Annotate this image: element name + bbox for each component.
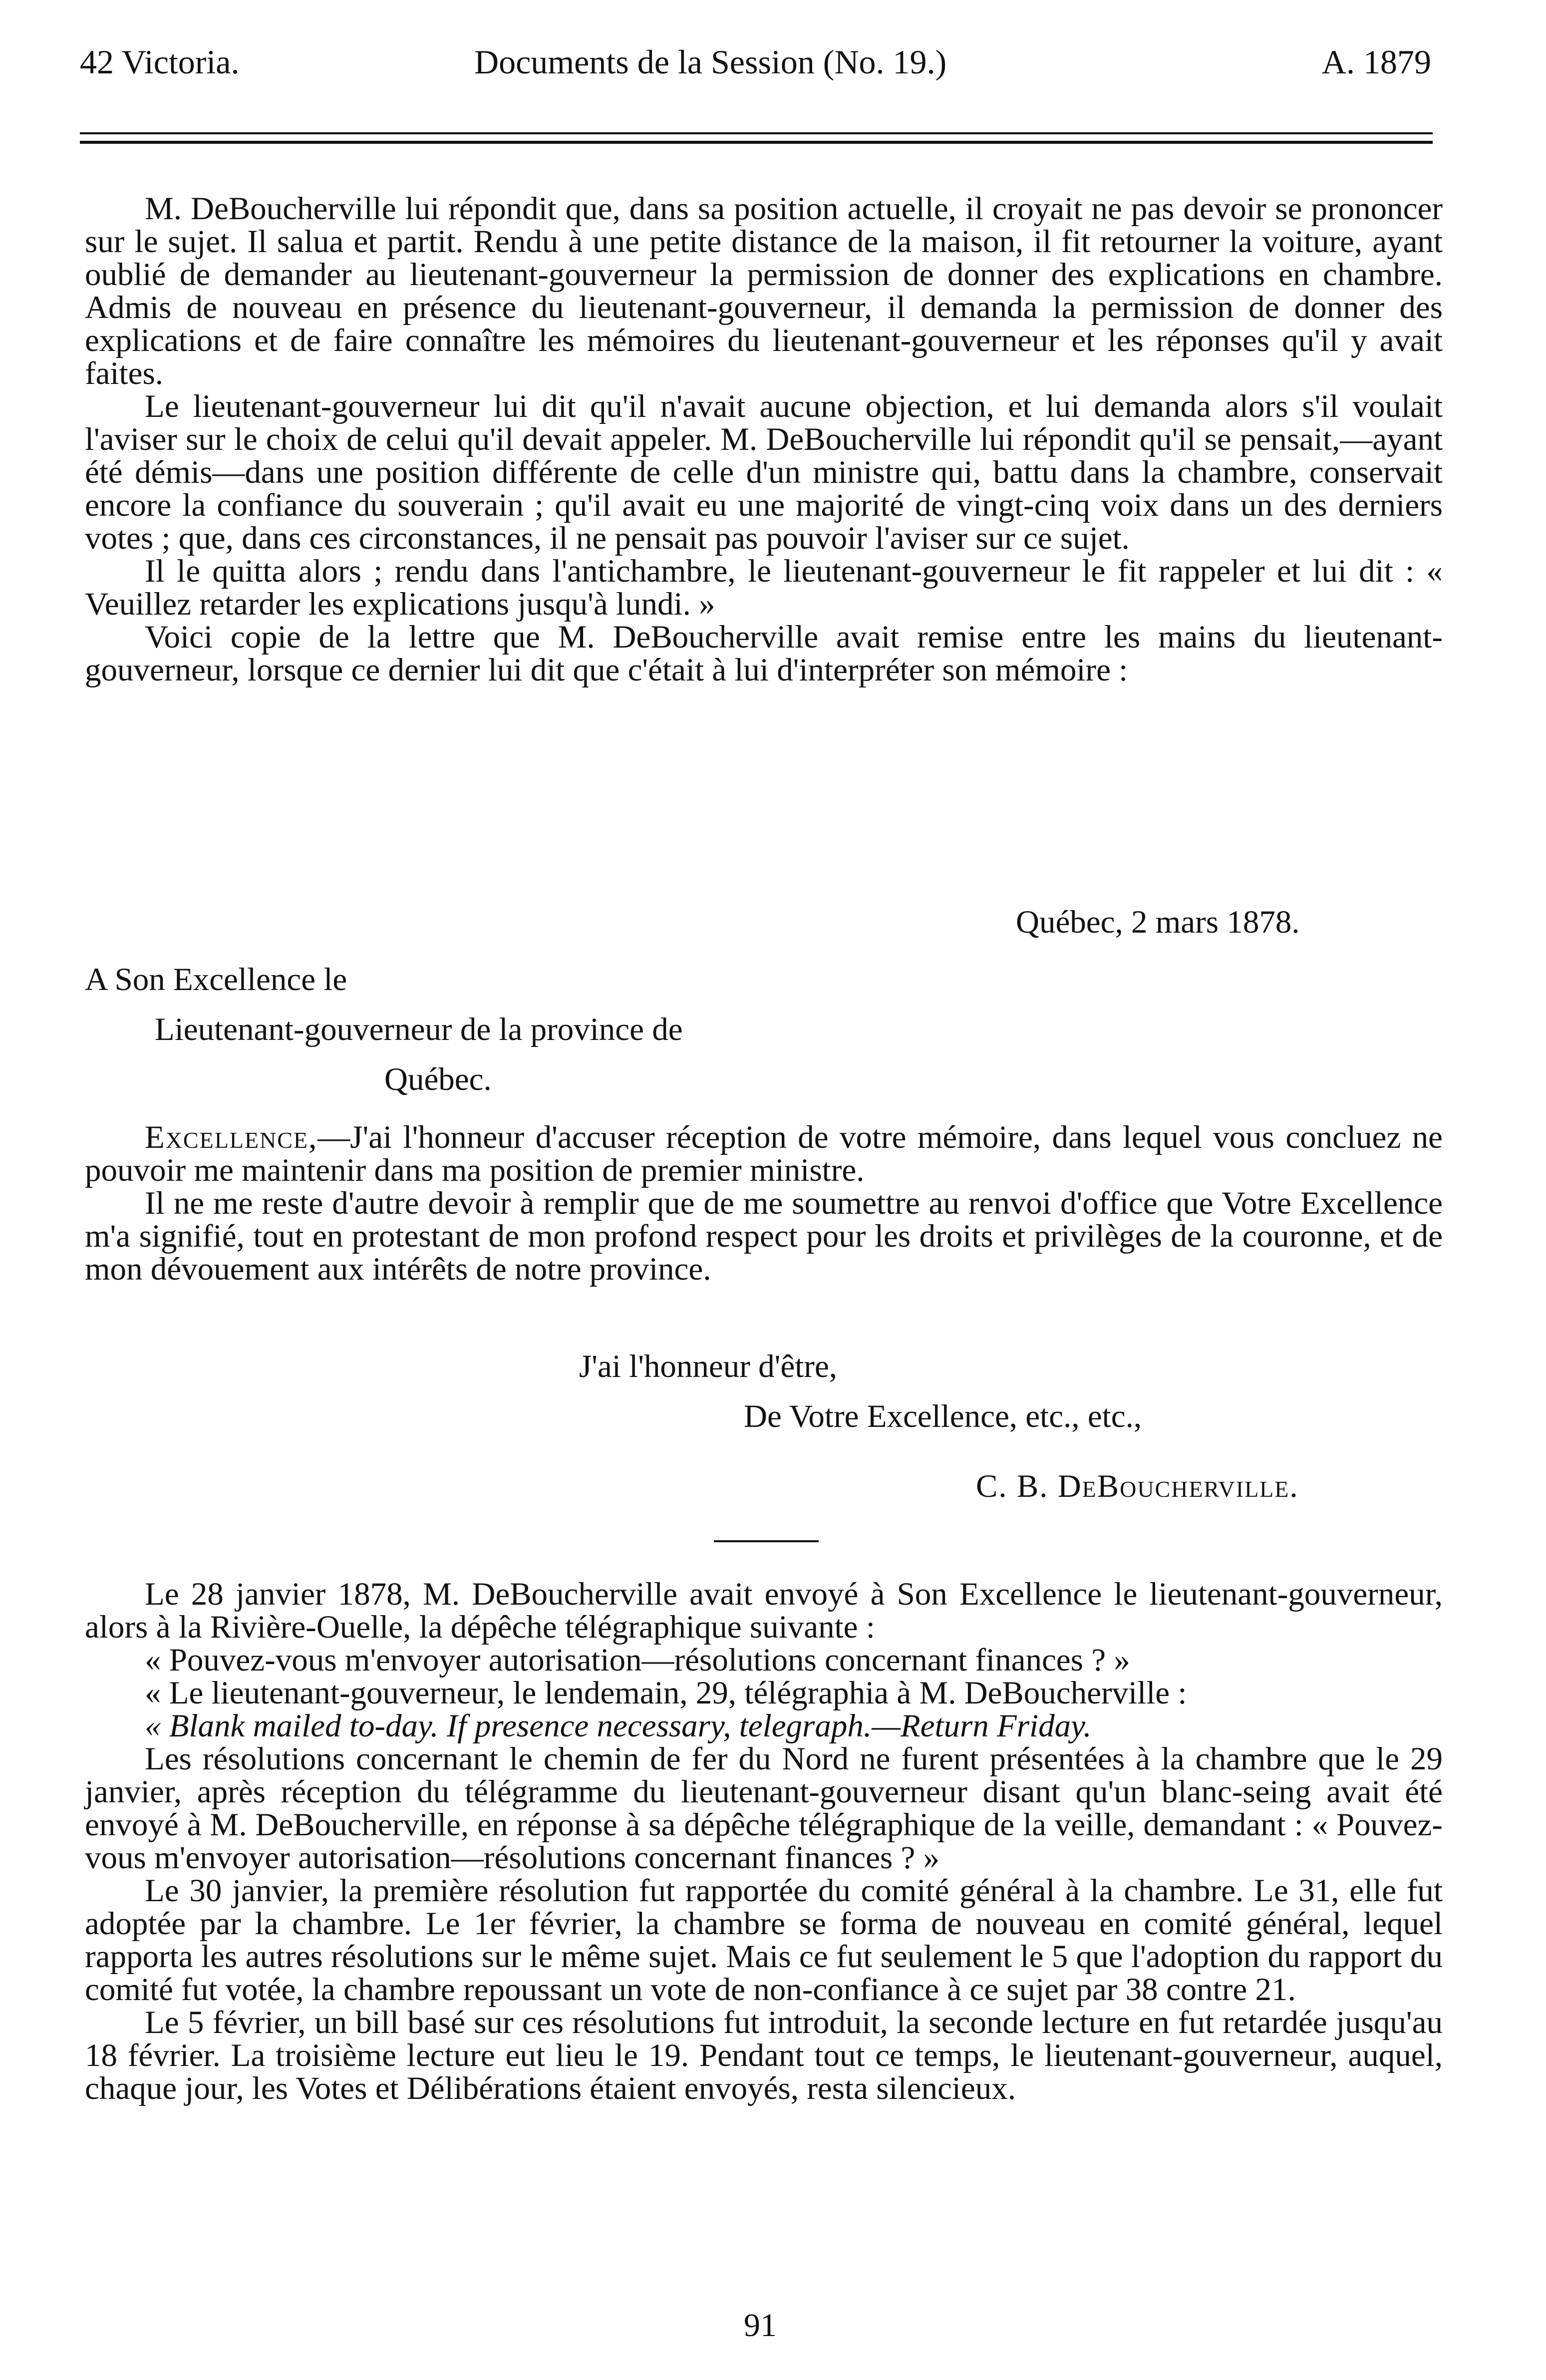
paragraph: « Pouvez-vous m'envoyer autorisation—résolutions concernant finances ? » [145, 1642, 1130, 1678]
letter-closing: De Votre Excellence, etc., etc., [744, 1398, 1142, 1434]
page-number: 91 [744, 2307, 777, 2344]
telegram-quote: « Blank mailed to-day. If presence necessary, telegraph.—Return Friday. [145, 1708, 1092, 1744]
paragraph: Le lieutenant-gouverneur lui dit qu'il n'avait aucune objection, et lui demanda alors s'il voulait l'aviser sur le choix de celui qu'il devait appeler. M. DeBoucherville lui répondit qu'il se pensait,—ayant été démis—dans une position différente de celle d'un ministre qui, battu dans la chambre, conservait encore la confiance du souverain ; qu'il avait eu une majorité de vingt-cinq voix dans un des derniers votes ; que, dans ces circonstances, il ne pensait pas pouvoir l'aviser sur ce sujet. [85, 388, 1443, 556]
paragraph: Le 28 janvier 1878, M. DeBoucherville avait envoyé à Son Excellence le lieutenant-gouverneur, alors à la Rivière-Ouelle, la dépêche télégraphique suivante : [85, 1576, 1443, 1645]
running-header [80, 42, 1431, 87]
letter-dateline: Québec, 2 mars 1878. [1016, 904, 1300, 940]
paragraph: Voici copie de la lettre que M. DeBoucherville avait remise entre les mains du lieutenant-gouverneur, lorsque ce dernier lui dit que c'était à lui d'interpréter son mémoire : [85, 619, 1443, 688]
letter-body-text: —J'ai l'honneur d'accuser réception de votre mémoire, dans lequel vous concluez ne pouvoir me maintenir dans ma position de premier ministre. [85, 1119, 1443, 1188]
header-rule-thick [80, 141, 1433, 144]
header-rule-thin [80, 132, 1433, 134]
letter-address-line: Québec. [384, 1061, 492, 1097]
letter-signature: C. B. DeBoucherville. [976, 1468, 1299, 1504]
paragraph: Le 5 février, un bill basé sur ces résolutions fut introduit, la seconde lecture en fut retardée jusqu'au 18 février. La troisième lecture eut lieu le 19. Pendant tout ce temps, le lieutenant-gouverneur, auquel, chaque jour, les Votes et Délibérations étaient envoyés, resta silencieux. [85, 2005, 1443, 2106]
paragraph: Il le quitta alors ; rendu dans l'antichambre, le lieutenant-gouverneur le fit rappeler et lui dit : « Veuillez retarder les explications jusqu'à lundi. » [85, 553, 1443, 622]
paragraph: Le 30 janvier, la première résolution fut rapportée du comité général à la chambre. Le 31, elle fut adoptée par la chambre. Le 1er février, la chambre se forma de nouveau en comité général, lequel rapporta les autres résolutions sur le même sujet. Mais ce fut seulement le 5 que l'adoption du rapport du comité fut votée, la chambre repoussant un vote de non-confiance à ce sujet par 38 contre 21. [85, 1873, 1443, 2008]
opening-section [85, 192, 1443, 686]
closing-section [85, 1578, 1443, 2105]
header-year: A. 1879 [1321, 43, 1431, 81]
header-session-year: 42 Victoria. [80, 43, 240, 81]
paragraph: M. DeBoucherville lui répondit que, dans sa position actuelle, il croyait ne pas devoir se prononcer sur le sujet. Il salua et partit. Rendu à une petite distance de la maison, il fit retourner la voiture, ayant oublié de demander au lieutenant-gouverneur la permission de donner des explications en chambre. Admis de nouveau en présence du lieutenant-gouverneur, il demanda la permission de donner des explications et de faire connaître les mémoires du lieutenant-gouverneur et les réponses qu'il y avait faites. [85, 191, 1443, 391]
letter-body [85, 1121, 1443, 1286]
letter-paragraph [85, 1121, 1443, 1187]
header-document-title: Documents de la Session (No. 19.) [474, 43, 947, 81]
letter-address-line: Lieutenant-gouverneur de la province de [155, 1012, 683, 1047]
letter-paragraph: Il ne me reste d'autre devoir à remplir que de me soumettre au renvoi d'office que Votre Excellence m'a signifié, tout en protestant de mon profond respect pour les droits et privilèges de la couronne, et de mon dévouement aux intérêts de notre province. [85, 1185, 1443, 1287]
paragraph: Les résolutions concernant le chemin de fer du Nord ne furent présentées à la chambre que le 29 janvier, après réception du télégramme du lieutenant-gouverneur disant qu'un blanc-seing avait été envoyé à M. DeBoucherville, en réponse à sa dépêche télégraphique de la veille, demandant : « Pouvez-vous m'envoyer autorisation—résolutions concernant finances ? » [85, 1741, 1443, 1876]
paragraph: « Le lieutenant-gouverneur, le lendemain, 29, télégraphia à M. DeBoucherville : [145, 1675, 1187, 1711]
letter-address-line: A Son Excellence le [85, 962, 347, 998]
section-separator [714, 1540, 819, 1542]
letter-closing: J'ai l'honneur d'être, [579, 1349, 838, 1384]
letter-salutation: Excellence, [145, 1119, 318, 1155]
